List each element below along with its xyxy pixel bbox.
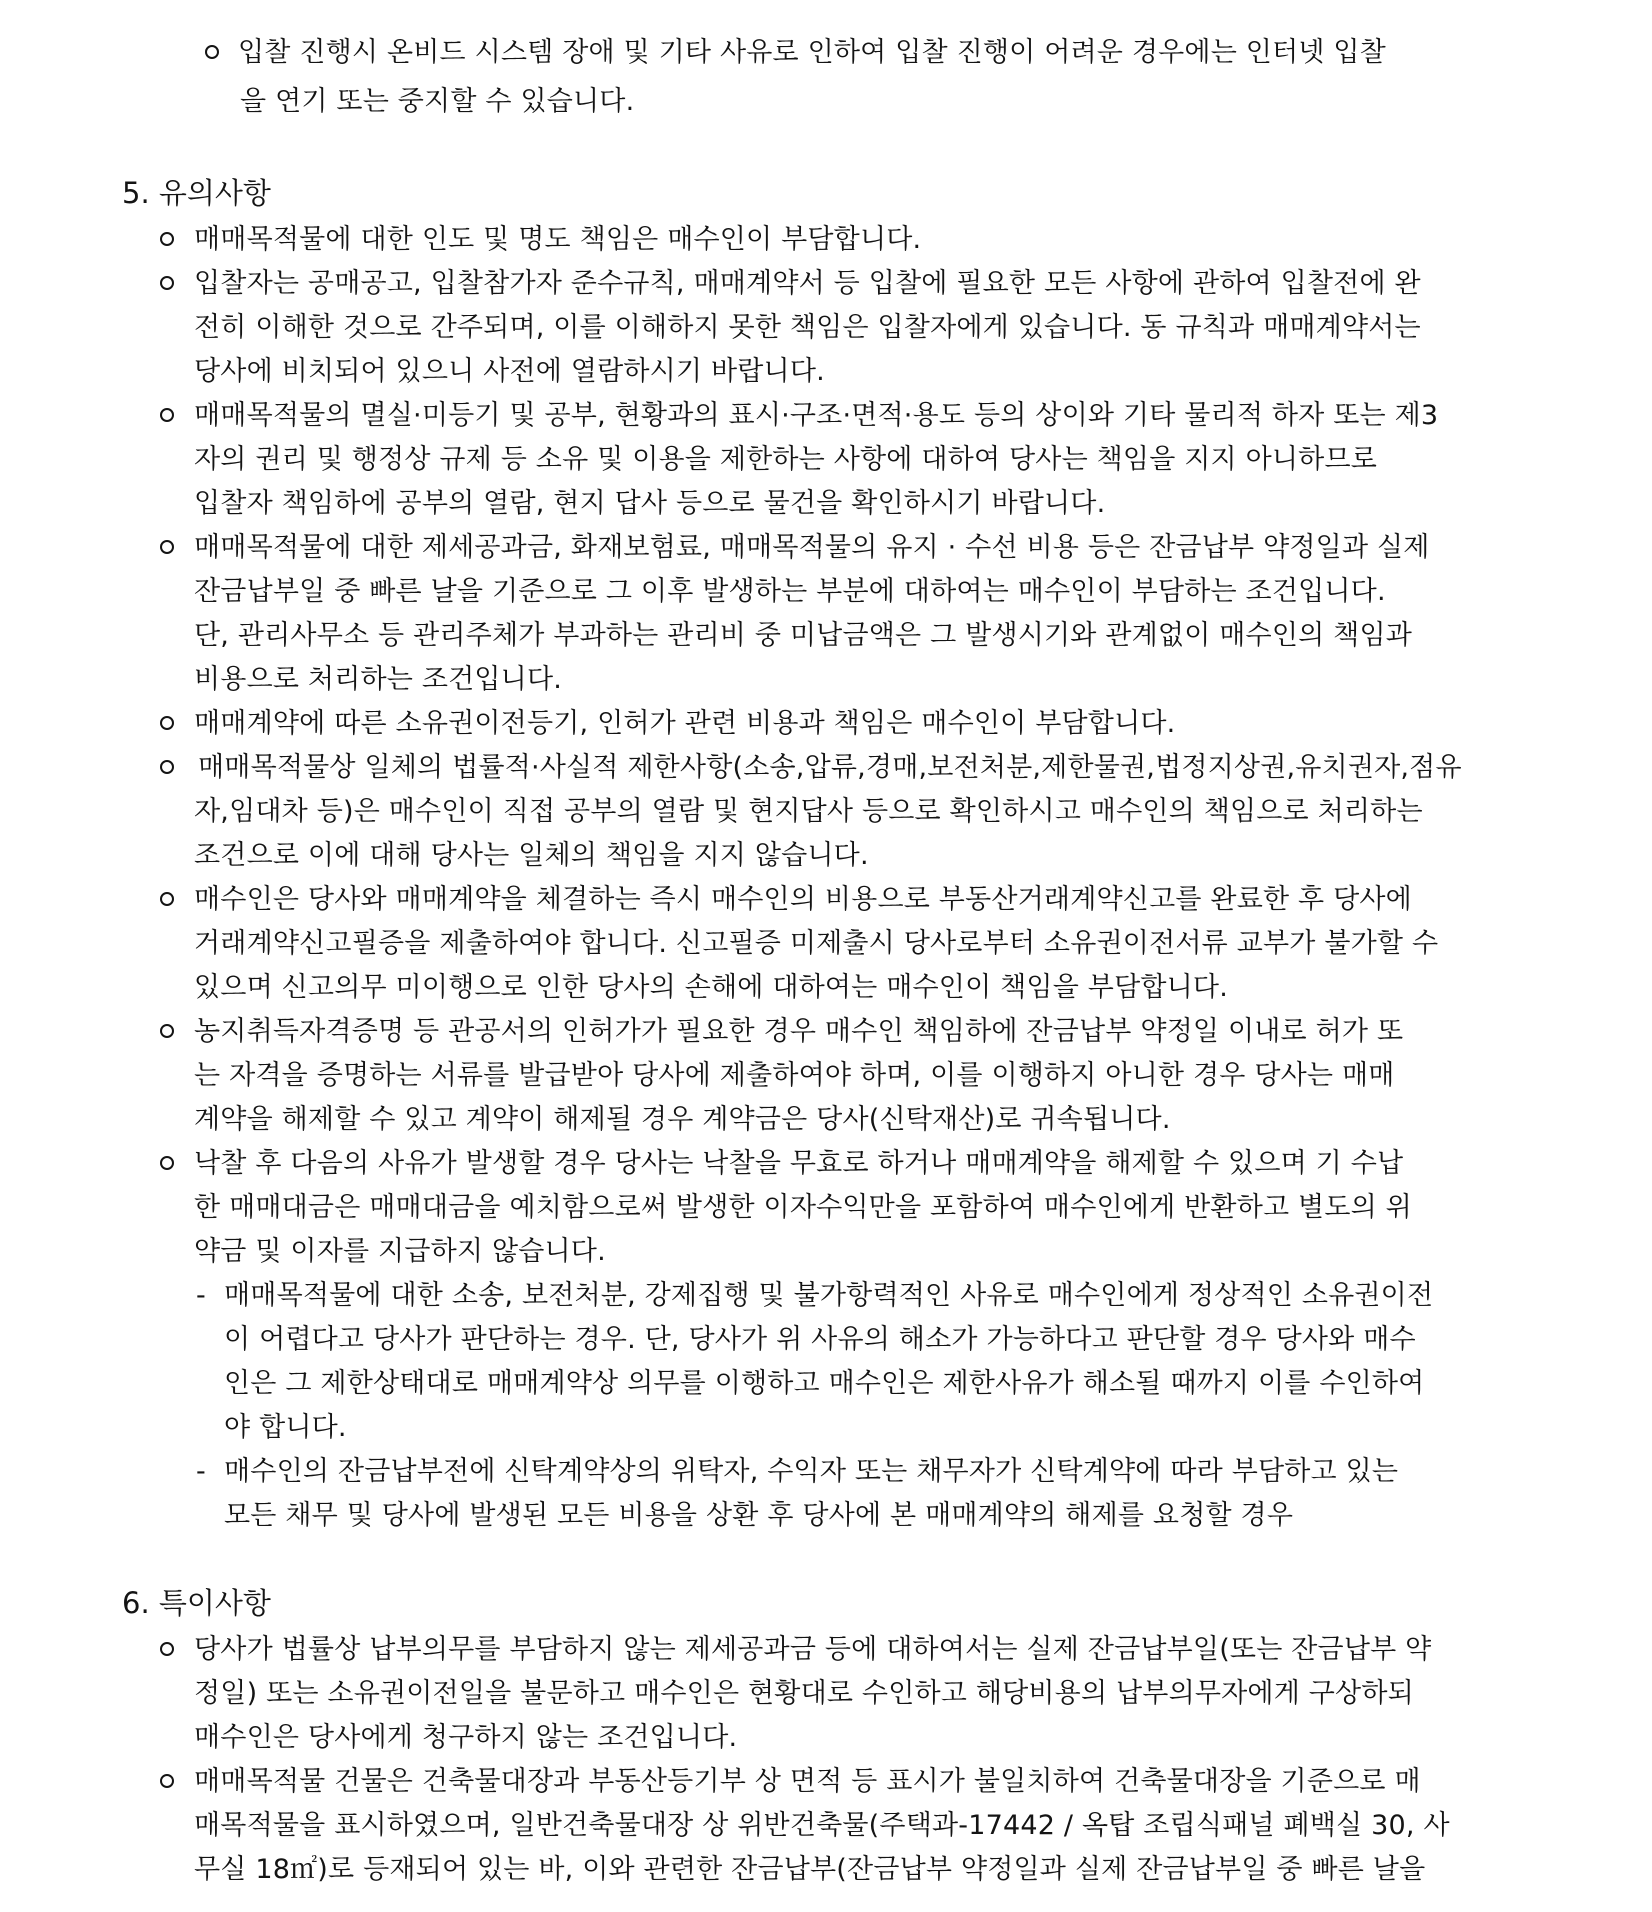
bullet-icon [160,1024,174,1038]
bullet-icon [160,1642,174,1656]
bullet-icon [205,45,219,59]
list-item: 농지취득자격증명 등 관공서의 인허가가 필요한 경우 매수인 책임하에 잔금납부 약정일 이내로 허가 또 [194,1016,1404,1047]
section-5-heading: 5. 유의사항 [122,176,271,210]
list-item: 매매목적물의 멸실·미등기 및 공부, 현황과의 표시·구조·면적·용도 등의 상이와 기타 물리적 하자 또는 제3 [194,400,1439,431]
intro-line: 입찰 진행시 온비드 시스템 장애 및 기타 사유로 인하여 입찰 진행이 어려운 경우에는 인터넷 입찰 [238,37,1386,68]
list-item: 낙찰 후 다음의 사유가 발생할 경우 당사는 낙찰을 무효로 하거나 매매계약을 해제할 수 있으며 기 수납 [194,1148,1404,1179]
bullet-icon [160,1774,174,1788]
sub-list-item: 모든 채무 및 당사에 발생된 모든 비용을 상환 후 당사에 본 매매계약의 해제를 요청할 경우 [224,1500,1294,1531]
bullet-icon [160,276,174,290]
list-item: 계약을 해제할 수 있고 계약이 해제될 경우 계약금은 당사(신탁재산)로 귀속됩니다. [194,1104,1171,1135]
sub-list-item: 인은 그 제한상태대로 매매계약상 의무를 이행하고 매수인은 제한사유가 해소될 때까지 이를 수인하여 [224,1368,1425,1399]
intro-line: 을 연기 또는 중지할 수 있습니다. [240,86,635,117]
bullet-icon [160,1156,174,1170]
bullet-icon [160,540,174,554]
list-item: 거래계약신고필증을 제출하여야 합니다. 신고필증 미제출시 당사로부터 소유권이전서류 교부가 불가할 수 [194,928,1439,959]
list-item: 당사에 비치되어 있으니 사전에 열람하시기 바랍니다. [194,356,825,387]
list-item: 약금 및 이자를 지급하지 않습니다. [194,1236,606,1267]
list-item: 매매목적물 건물은 건축물대장과 부동산등기부 상 면적 등 표시가 불일치하여 건축물대장을 기준으로 매 [194,1766,1421,1797]
list-item: 자,임대차 등)은 매수인이 직접 공부의 열람 및 현지답사 등으로 확인하시고 매수인의 책임으로 처리하는 [194,796,1423,827]
list-item: 무실 18㎡)로 등재되어 있는 바, 이와 관련한 잔금납부(잔금납부 약정일과 실제 잔금납부일 중 빠른 날을 [194,1854,1426,1885]
sub-list-item: 이 어렵다고 당사가 판단하는 경우. 단, 당사가 위 사유의 해소가 가능하다고 판단할 경우 당사와 매수 [224,1324,1416,1355]
list-item: 비용으로 처리하는 조건입니다. [194,664,563,695]
list-item: 매매계약에 따른 소유권이전등기, 인허가 관련 비용과 책임은 매수인이 부담합니다. [194,708,1176,739]
list-item: 당사가 법률상 납부의무를 부담하지 않는 제세공과금 등에 대하여서는 실제 잔금납부일(또는 잔금납부 약 [194,1634,1432,1665]
list-item: 자의 권리 및 행정상 규제 등 소유 및 이용을 제한하는 사항에 대하여 당사는 책임을 지지 아니하므로 [194,444,1378,475]
list-item: 매매목적물상 일체의 법률적·사실적 제한사항(소송,압류,경매,보전처분,제한물권,법정지상권,유치권자,점유 [198,752,1462,783]
list-item: 매매목적물에 대한 제세공과금, 화재보험료, 매매목적물의 유지 · 수선 비용 등은 잔금납부 약정일과 실제 [194,532,1430,563]
sub-list-item: 매수인의 잔금납부전에 신탁계약상의 위탁자, 수익자 또는 채무자가 신탁계약에 따라 부담하고 있는 [224,1456,1399,1487]
bullet-icon [160,760,174,774]
list-item: 입찰자는 공매공고, 입찰참가자 준수규칙, 매매계약서 등 입찰에 필요한 모든 사항에 관하여 입찰전에 완 [194,268,1421,299]
bullet-icon [160,716,174,730]
list-item: 있으며 신고의무 미이행으로 인한 당사의 손해에 대하여는 매수인이 책임을 부담합니다. [194,972,1228,1003]
sub-list-item: 야 합니다. [224,1412,347,1443]
list-item: 매수인은 당사와 매매계약을 체결하는 즉시 매수인의 비용으로 부동산거래계약신고를 완료한 후 당사에 [194,884,1412,915]
list-item: 한 매매대금은 매매대금을 예치함으로써 발생한 이자수익만을 포함하여 매수인에게 반환하고 별도의 위 [194,1192,1412,1223]
sub-list-item: 매매목적물에 대한 소송, 보전처분, 강제집행 및 불가항력적인 사유로 매수인에게 정상적인 소유권이전 [224,1280,1434,1311]
list-item: 매매목적물에 대한 인도 및 명도 책임은 매수인이 부담합니다. [194,224,922,255]
section-6-heading: 6. 특이사항 [122,1586,271,1620]
list-item: 입찰자 책임하에 공부의 열람, 현지 답사 등으로 물건을 확인하시기 바랍니다. [194,488,1106,519]
list-item: 는 자격을 증명하는 서류를 발급받아 당사에 제출하여야 하며, 이를 이행하지 아니한 경우 당사는 매매 [194,1060,1395,1091]
bullet-icon [160,892,174,906]
dash-marker: - [196,1280,206,1311]
bullet-icon [160,232,174,246]
bullet-icon [160,408,174,422]
list-item: 매목적물을 표시하였으며, 일반건축물대장 상 위반건축물(주택과-17442 / 옥탑 조립식패널 폐백실 30, 사 [194,1810,1450,1841]
list-item: 정일) 또는 소유권이전일을 불문하고 매수인은 현황대로 수인하고 해당비용의 납부의무자에게 구상하되 [194,1678,1414,1709]
dash-marker: - [196,1456,206,1487]
list-item: 전히 이해한 것으로 간주되며, 이를 이해하지 못한 책임은 입찰자에게 있습니다. 동 규칙과 매매계약서는 [194,312,1421,343]
list-item: 조건으로 이에 대해 당사는 일체의 책임을 지지 않습니다. [194,840,869,871]
list-item: 매수인은 당사에게 청구하지 않는 조건입니다. [194,1722,738,1753]
list-item: 단, 관리사무소 등 관리주체가 부과하는 관리비 중 미납금액은 그 발생시기와 관계없이 매수인의 책임과 [194,620,1413,651]
list-item: 잔금납부일 중 빠른 날을 기준으로 그 이후 발생하는 부분에 대하여는 매수인이 부담하는 조건입니다. [194,576,1386,607]
